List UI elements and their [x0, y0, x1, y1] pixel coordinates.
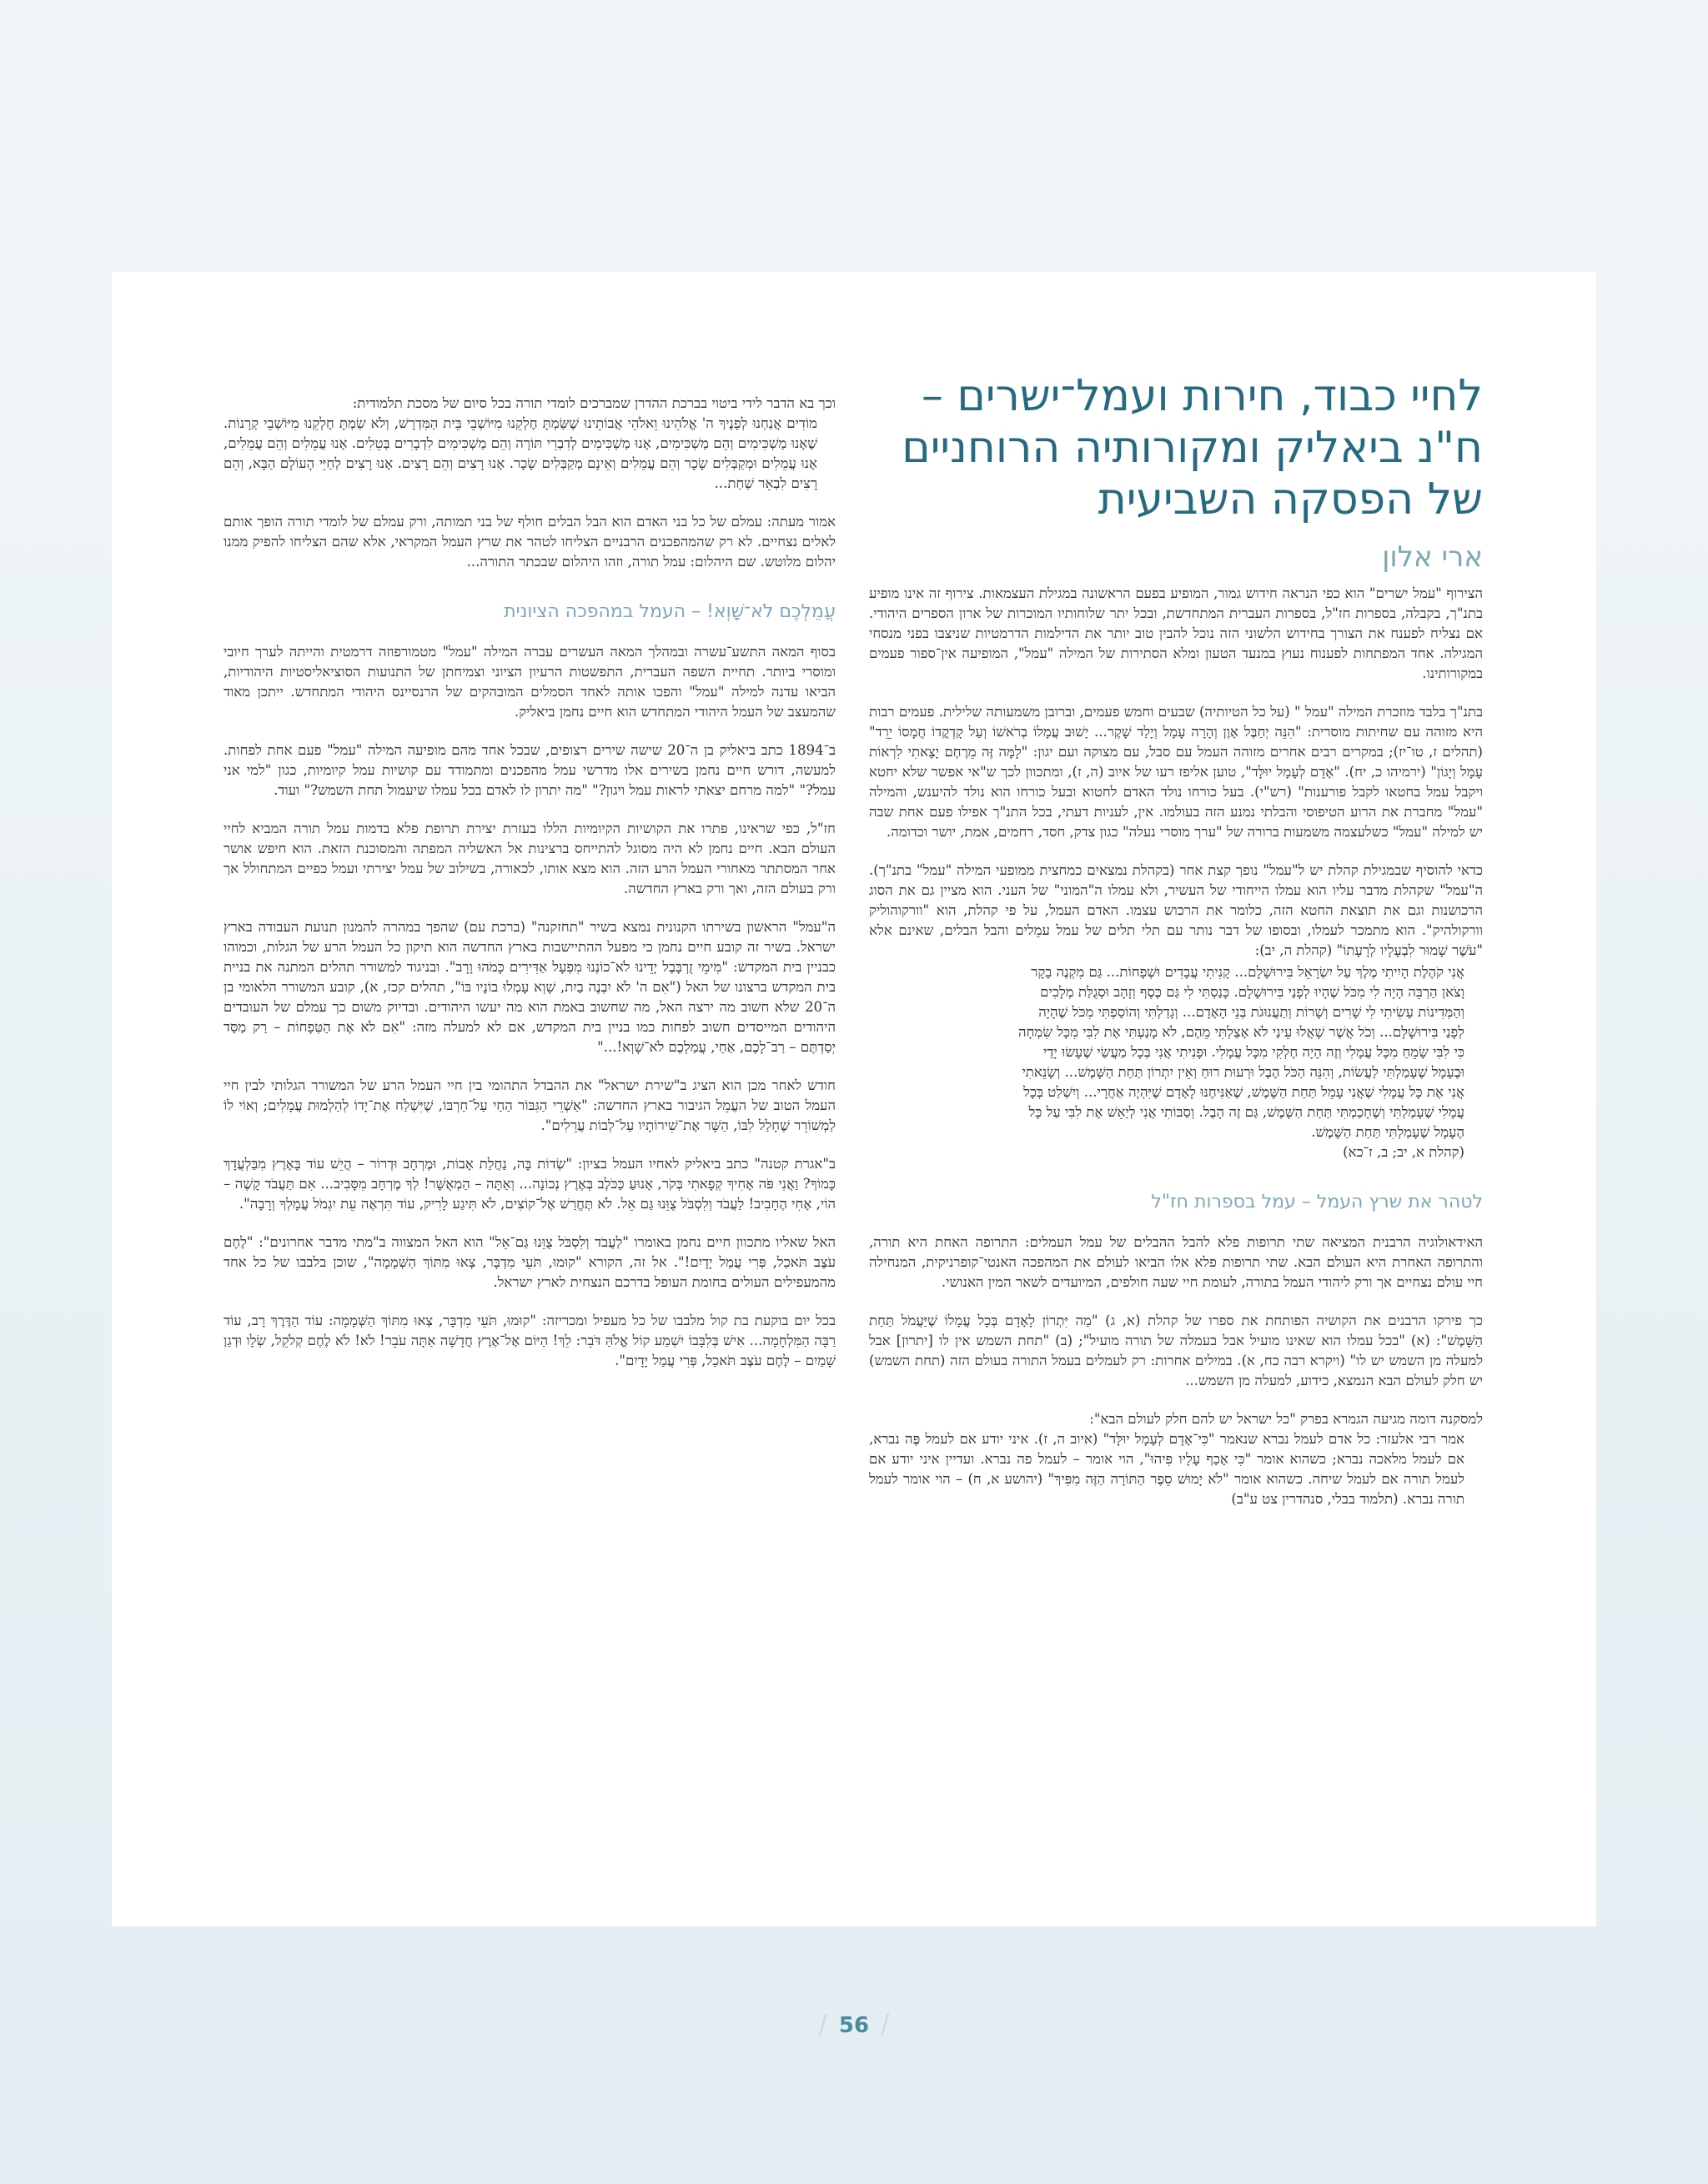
article-title	[869, 370, 1483, 525]
paragraph: הצירוף "עמל ישרים" הוא כפי הנראה חידוש גמור, המופיע בפעם הראשונה במגילת העצמאות. צירוף זה אינו מופיע בתנ"ך, בקבלה, בספרות חז"ל, בספרות העברית המתחדשת, ובכל יתר שלוחותיו המוכרות של ארון הספרים היהודי. אם נצליח לפענח את הצורך בחידוש הלשוני הזה נוכל להבין טוב יותר את הדילמות הדרמטיות שניצבו בפני מנסחי המגילה. אחד המפתחות לפענוח נעוץ במנעד הטעון ומלא הסתירות של המילה "עמל", המופיעה אין־ספור פעמים במקורותינו.	[869, 585, 1483, 681]
paragraph: למסקנה דומה מגיעה הגמרא בפרק "כל ישראל יש להם חלק לעולם הבא":	[1089, 1411, 1483, 1427]
paragraph: בתנ"ך בלבד מוזכרת המילה "עמל " (על כל הטיותיה) שבעים וחמש פעמים, וברובן משמעותה שלילית. פעמים רבות היא מזוהה עם שחיתות מוסרית: "הִנֵּה יְחַבֶּל אָוֶן וְהָרָה עָמָל וְיָלַד שָׁקֶר... יָשׁוּב עֲמָלוֹ בְרֹאשׁוֹ וְעַל קָדְקֳדוֹ חֲמָסוֹ יֵרֵד" (תהלים ז, טו־יז); במקרים רבים אחרים מזוהה העמל עם סבל, עם מצוקה ועם יגון: "לָמָּה זֶּה מֵרֶחֶם יָצָאתִי לִרְאוֹת עָמָל וְיָגוֹן" (ירמיהו כ, יח). "אָדָם לְעָמָל יוּלָּד", טוען אליפז רעו של איוב (ה, ז), ומתכוון לכך ש"אי אפשר שלא יחטא ויקבל עמל בחטאו לקבל פורענות" (רש"י). בעל כורחו נולד האדם לחטוא ובעל כורחו הוא נולד להיענש, והמילה "עמל" מחברת את הרוע הטיפוסי והבלתי נמנע הזה בעולמו. אין, לעניות דעתי, בכל התנ"ך אפילו פעם אחת שבה יש למילה "עמל" כשלעצמה משמעות ברורה של "ערך מוסרי נעלה" כגון צדק, חסד, רחמים, אמת, יושר וכדומה.	[869, 704, 1484, 840]
paragraph: כך פירקו הרבנים את הקושיה הפותחת את ספרו של קהלת (א, ג) "מַה יִּתְרוֹן לָאָדָם בְּכָל עֲמָלוֹ שֶׁיַּעֲמֹל תַּחַת הַשָּׁמֶשׁ": (א) "בכל עמלו הוא שאינו מועיל אבל בעמלה של תורה מועיל"; (ב) "תחת השמש אין לו [יתרון] אבל למעלה מן השמש יש לו" (ויקרא רבה כח, א). במילים אחרות: רק לעמלים בעמל התורה בעולם הזה (תחת השמש) יש חלק לעולם הבא הנמצא, כידוע, למעלה מן השמש...	[869, 1313, 1483, 1388]
talmud-quote	[869, 1429, 1483, 1509]
divider-slash: /	[818, 2010, 827, 2039]
paragraph: ב־1894 כתב ביאליק בן ה־20 שישה שירים רצופים, שבכל אחד מהם מופיעה המילה "עמל" פעם אחת לפחות. למעשה, דורש חיים נחמן בשירים אלו מדרשי עמל מהפכנים ומתמודד עם קושיות עמל קיומיות, כגון "למי אני עמל?" "למה מרחם יצאתי לראות עמל ויגון?" "מה יתרון לו לאדם בכל עמלו שיעמול תחת השמש?" ועוד.	[224, 742, 836, 798]
quote-line: וְהַמְּדִינוֹת עָשִׂיתִי לִי שָׁרִים וְשָׁרוֹת וְתַעֲנוּגֹת בְּנֵי הָאָדָם... וְגָדַלְתִּי וְהוֹסַפְתִּי מִכֹּל שֶׁהָיָה	[1038, 1004, 1464, 1020]
quote-line: לְפָנַי בִּירוּשָׁלָם... וְכֹל אֲשֶׁר שָׁאֲלוּ עֵינַי לֹא אָצַלְתִּי מֵהֶם, לֹא מָנַעְתִּי אֶת לִבִּי מִכָּל שִׂמְחָה	[1018, 1024, 1464, 1040]
right-column	[869, 370, 1483, 1528]
title-line: לחיי כבוד, חירות ועמל־ישרים –	[921, 371, 1483, 421]
author-name: ארי אלון	[1382, 540, 1483, 574]
paragraph: חז"ל, כפי שראינו, פתרו את הקושיות הקיומיות הללו בעזרת יצירת תרופת פלא בדמות עמל תורה המביא לחיי העולם הבא. חיים נחמן לא היה מסוגל להתייחס ברצינות אל האשליה המפתה והמסוכנת הזאת. הוא חיפש אושר אחר המסתתר מאחורי העמל הרע הזה. הוא מצא אותו, לכאורה, בשילוב של עמל יצירתי ועמל כפיים המתחולל אך ורק בעולם הזה, ואך ורק בארץ החדשה.	[224, 821, 836, 896]
kohelet-quote	[869, 962, 1483, 1162]
page-number	[0, 2010, 1708, 2039]
page-number-text: 56	[838, 2013, 870, 2038]
paragraph: כדאי להוסיף שבמגילת קהלת יש ל"עמל" נופך קצת אחר (בקהלת נמצאים כמחצית ממופעי המילה "עמל" בתנ"ך). ה"עמל" שקהלת מדבר עליו הוא עמלו הייחודי של העשיר, ולא עמלו ה"המוני" של העני. הוא מציין גם את הסוג הרכושנות וגם את תוצאת החטא הזה, כלומר את הרכוש עצמו. האדם העמל, על פי קהלת, הוא "וורקוהוליק וורקולהיק". הוא מתמכר לעמלו, ובסופו של דבר נותר עם תלי תלים של עמל עמֵלים והבל הבלים, שאינם אלא "עֹשֶׁר שָׁמוּר לִבְעָלָיו לְרָעָתוֹ" (קהלת ה, יב):	[869, 862, 1483, 958]
paragraph: וכך בא הדבר לידי ביטוי בברכת ההדרן שמברכים לומדי תורה בכל סיום של מסכת תלמודית:	[352, 395, 836, 411]
hadran-quote	[224, 414, 836, 494]
quote-source: (קהלת א, יב; ב, ז־כא)	[1343, 1144, 1464, 1160]
title-line: ח"נ ביאליק ומקורותיה הרוחניים	[902, 423, 1483, 473]
quote-line: וָצֹאן הַרְבֵּה הָיָה לִי מִכֹּל שֶׁהָיוּ לְפָנַי בִּירוּשָׁלָם. כָּנַסְתִּי לִי גַּם כֶּסֶף וְזָהָב וּסְגֻלַּת מְלָכִים	[1040, 984, 1464, 1000]
paragraph: בסוף המאה התשע־עשרה ובמהלך המאה העשרים עברה המילה "עמל" מטמורפוזה דרמטית והייתה לערך חיובי ומוסרי ביותר. תחיית השפה העברית, התפשטות הרעיון הציוני וצמיחתן של התנועות הסוציאליסטיות היהודיות, הביאו עדנה למילה "עמל" והפכו אותה לאחד הסמלים המובהקים של הרנסיינס היהודי המתחדש. ייתכן מאוד שהמעצב של העמל היהודי המתחדש הוא חיים נחמן ביאליק.	[224, 644, 836, 720]
paragraph: האידאולוגיה הרבנית המציאה שתי תרופות פלא להבל ההבלים של עמל העמלים: התרופה האחת היא תורה, והתרופה האחרת היא העולם הבא. שתי תרופות פלא אלו הביאו לעולם את המהפכה האנטי־קופרניקית, המנחילה חיי עולם נצחיים אך ורק ליהודי העמל בתורה, לעומת חיי שעה חולפים, המיועדים לשאר המין האנושי.	[869, 1234, 1483, 1290]
paragraph: ה"עמל" הראשון בשירתו הקנונית נמצא בשיר "תחזקנה" (ברכת עם) שהפך במהרה להמנון תנועת העבודה בארץ ישראל. בשיר זה קובע חיים נחמן כי מפעל ההתיישבות בארץ החדשה הוא תיקון כל העמל הרע של הגלות, וכמוהו כבניין בית המקדש: "מִימֵי זֻרְבָּבֶל יָדֵינוּ לֹא־כוֹנְנוּ מִפְעָל אַדִּירִים כָּמֹהוּ וָרָב". ובניגוד למשורר תהלים המתנה את בניית בית המקדש ברצונו של האל ("אִם ה' לֹא יִבְנֶה בַיִת, שָׁוְא עָמְלוּ בוֹנָיו בּוֹ", תהלים קכז, א), קובע המשורר הלאומי בן ה־20 שלא חשוב מה ירצה האל, מה שחשוב באמת הוא מה יעשו היהודים. ובדיוק משום כך עמלם של העובדים היהודים המייסדים חשוב לפחות כמו בניין בית המקדש, אם לא למעלה מזה: "אִם לֹא אֶת הַטְּפָחוֹת – רַק מַסַּד יְסַדְתֶּם – רַב־לָכֶם, אַחַי, עֲמַלְכֶם לֹא־שָׁוְא!..."	[224, 919, 836, 1055]
paragraph: האל שאליו מתכוון חיים נחמן באומרו "לַעֲבֹד וְלִסְבֹּל צֻוֵּנוּ גַּם־אֵל" הוא האל המצווה ב"מתי מדבר אחרונים": "לֶחֶם עֹצֶב תֹּאכַל, פְּרִי עֲמַל יָדָיִם!". אל זה, הקורא "קוּמוּ, תֹּעֵי מִדְבָּר, צְאוּ מִתּוֹךְ הַשְּׁמָמָה", שוכן בלבבו של כל אחד מהמעפילים העולים בחומת העופל בדרכם הנצחית לארץ ישראל.	[224, 1234, 836, 1290]
title-line: של הפסקה השביעית	[1098, 474, 1483, 525]
quote-line: הֶעָמָל שֶׁעָמַלְתִּי תַּחַת הַשָּׁמֶשׁ.	[1311, 1124, 1464, 1140]
quote-line: אֲנִי אֶת כָּל עֲמָלִי שֶׁאֲנִי עָמֵל תַּחַת הַשָּׁמֶשׁ, שֶׁאַנִּיחֶנּוּ לָאָדָם שֶׁיִּהְיֶה אַחֲרָי... וְיִשְׁלַט בְּכָל	[1023, 1084, 1464, 1100]
quote-line: אֲנִי קֹהֶלֶת הָיִיתִי מֶלֶךְ עַל יִשְׂרָאֵל בִּירוּשָׁלָם... קָנִיתִי עֲבָדִים וּשְׁפָחוֹת... גַּם מִקְנֶה בָקָר	[1031, 964, 1464, 980]
divider-slash: /	[881, 2010, 890, 2039]
paragraph: חודש לאחר מכן הוא הציג ב"שירת ישראל" את ההבדל התהומי בין חיי העמל הרע של המשורר הגלותי לבין חיי העמל הטוב של העֲמֵל הגיבור בארץ החדשה: "אַשְׁרֵי הַגִּבּוֹר הַחַי עַל־חַרְבּוֹ, שֶׁיִּשְׁלַח אֶת־יָדוֹ לְהַלְמוּת עֲמָלִים; וְאוֹי לוֹ לַמְשׁוֹרֵר שֶׁחָלַל לִבּוֹ, הַשָּׁר אֶת־שִׁירוֹתָיו עַל־לְבוֹת עֲרֵלִים".	[224, 1077, 836, 1133]
quote-text: אמר רבי אלעזר: כל אדם לעמל נברא שנאמר "כִּי־אָדָם לְעָמָל יוּלָּד" (איוב ה, ז). איני יודע אם לעמל פֶּה נברא, אם לעמל מלאכה נברא; כשהוא אומר "כִּי אָכַף עָלָיו פִּיהוּ", הוי אומר – לעמל פה נברא. ועדיין איני יודע אם לעמל תורה אם לעמל שיחה. כשהוא אומר "לֹא יָמוּשׁ סֵפֶר הַתּוֹרָה הַזֶּה מִפִּיךָ" (יהושע א, ח) – הוי אומר לעמל תורה נברא. (תלמוד בבלי, סנהדרין צט ע"ב)	[869, 1431, 1464, 1507]
quote-line: וּבֶעָמָל שֶׁעָמַלְתִּי לַעֲשׂוֹת, וְהִנֵּה הַכֹּל הֶבֶל וּרְעוּת רוּחַ וְאֵין יִתְרוֹן תַּחַת הַשָּׁמֶשׁ... וְשָׂנֵאתִי	[1022, 1064, 1464, 1080]
paragraph: בכל יום בוקעת בת קול מלבבו של כל מעפיל ומכריזה: "קוּמוּ, תֹּעֵי מִדְבָּר, צְאוּ מִתּוֹךְ הַשְּׁמָמָה: עוֹד הַדֶּרֶךְ רָב, עוֹד רַבָּה הַמִּלְחָמָה... אִישׁ בְּלִבָּבוֹ יִשְׁמַע קוֹל אֱלֹהַּ דֹּבֵר: לֵךְ! הַיּוֹם אֶל־אֶרֶץ חֲדָשָׁה אַתָּה עֹבֵר! לֹא! לֹא לֶחֶם קְלֹקֵל, שְׂלָו וּדְגַן שָׁמַיִם – לֶחֶם עֹצֶב תֹּאכַל, פְּרִי עֲמַל יָדָיִם".	[224, 1313, 836, 1368]
quote-text: מוֹדִים אֲנַחְנוּ לְפָנֶיךָ ה' אֱלֹהֵינוּ וֵאלֹהֵי אֲבוֹתֵינוּ שֶׁשַּׂמְתָּ חֶלְקֵנוּ מִיּוֹשְׁבֵי בֵּית הַמִּדְרָשׁ, וְלֹא שַׂמְתָּ חֶלְקֵנוּ מִיּוֹשְׁבֵי קְרָנוֹת. שֶׁאָנוּ מַשְׁכִּימִים וְהֵם מַשְׁכִּימִים, אָנוּ מַשְׁכִּימִים לְדִבְרֵי תּוֹרָה וְהֵם מַשְׁכִּימִים לִדְבָרִים בְּטֵלִים. אָנוּ עֲמֵלִים וְהֵם עֲמֵלִים, אָנוּ עֲמֵלִים וּמְקַבְּלִים שָׂכָר וְהֵם עֲמֵלִים וְאֵינָם מְקַבְּלִים שָׂכָר. אָנוּ רָצִים וְהֵם רָצִים. אָנוּ רָצִים לְחַיֵּי הָעוֹלָם הַבָּא, וְהֵם רָצִים לִבְאֵר שַׁחַת...	[224, 415, 817, 491]
magazine-page	[112, 272, 1596, 1926]
quote-line: עֲמָלִי שֶׁעָמַלְתִּי וְשֶׁחָכַמְתִּי תַּחַת הַשָּׁמֶשׁ, גַּם זֶה הָבֶל. וְסַבּוֹתִי אֲנִי לְיַאֵשׁ אֶת לִבִּי עַל כָּל	[1028, 1104, 1464, 1120]
left-column	[224, 394, 836, 1389]
section-subheading: עֲמֵלְכֶם לֹא־שָׁוְא! – העמל במהפכה הציונית	[504, 601, 836, 622]
paragraph: ב"אגרת קטנה" כתב ביאליק לאחיו העמל בציון: "שְׂדוֹת בָּה, נַחֲלַת אָבוֹת, וּמֶרְחָב וּדְרוֹר – הֲיֵשׁ עוֹד בָּאָרֶץ מִבַּלְעֲדָךְ כָּמוֹךָ? וַאֲנִי פֹּה אָחִיךָ קְפָאתִי בְּקֹר, אָנוּעַ כַּכֹּלֶב בְּאֶרֶץ נְכוֹנָה... וְאַתָּה – הַמְאֻשָּׁר! לְךָ מֶרְחָב מִסָּבִיב... אִם תַּעֲבֹד קָשֶׁה – הוֹי, אָחִי הֶחָבִיב! לַעֲבֹד וְלִסְבֹּל צֻוֵּנוּ גַּם אֵל. לֹא תֶּחֱרַשׁ אֶל־קוֹצִים, לֹא תִּיגַע לָרִיק, עוֹד תִּרְאֶה עֵת יִגְמֹל עֲמָלְךָ וְרָבָה".	[224, 1156, 836, 1212]
paragraph: אמור מעתה: עמלם של כל בני האדם הוא הבל הבלים חולף של בני תמותה, ורק עמלם של לומדי תורה הופך אותם לאלים נצחיים. לא רק שהמהפכנים הרבניים הצליחו לטהר את שרץ העמל המקראי, אלא שהם הצליחו להפיק ממנו יהלום מלוטש. שם היהלום: עמל תורה, וזהו היהלום שבכתר התורה...	[224, 514, 836, 570]
quote-line: כִּי לִבִּי שָׂמֵחַ מִכָּל עֲמָלִי וְזֶה הָיָה חֶלְקִי מִכָּל עֲמָלִי. וּפָנִיתִי אֲנִי בְּכָל מַעֲשַׂי שֶׁעָשׂוּ יָדַי	[1042, 1044, 1464, 1060]
section-subheading: לטהר את שרץ העמל – עמל בספרות חז"ל	[1151, 1192, 1483, 1212]
